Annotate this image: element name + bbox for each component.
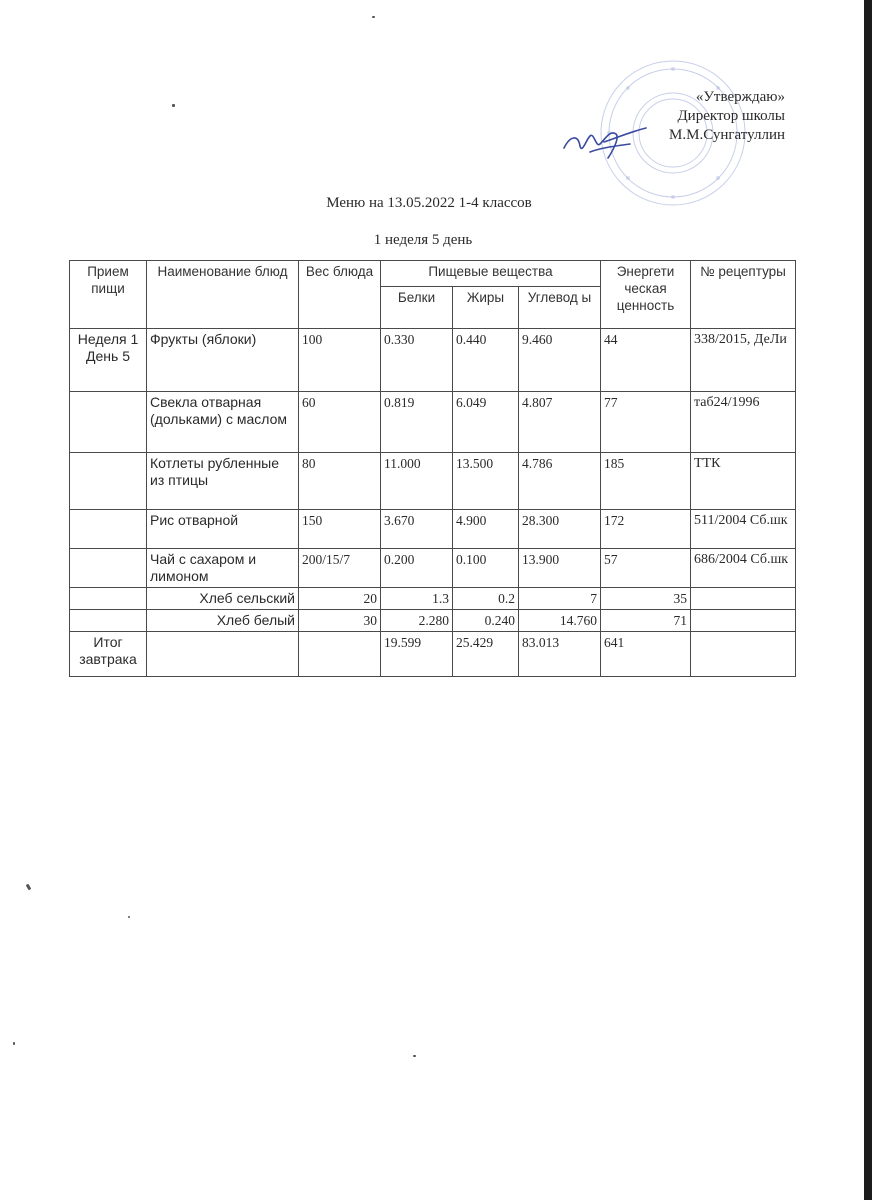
- cell-recipe: [691, 610, 796, 632]
- cell-total-label: Итог завтрака: [70, 632, 147, 677]
- approval-line: «Утверждаю»: [695, 89, 785, 105]
- scan-speck: [13, 1042, 15, 1045]
- header-proteins: Белки: [381, 287, 453, 329]
- header-recipe: № рецептуры: [691, 261, 796, 329]
- cell-dish: Фрукты (яблоки): [147, 329, 299, 392]
- scan-speck: [26, 884, 32, 891]
- cell-meal: [70, 610, 147, 632]
- cell-energy: 172: [601, 510, 691, 549]
- cell-proteins: 2.280: [381, 610, 453, 632]
- scan-speck: [372, 16, 375, 18]
- cell-fats: 4.900: [453, 510, 519, 549]
- cell-weight: 30: [299, 610, 381, 632]
- cell-carbs: 28.300: [519, 510, 601, 549]
- table-row: [70, 588, 796, 610]
- header-carbs: Углевод ы: [519, 287, 601, 329]
- cell-proteins: 0.330: [381, 329, 453, 392]
- cell-total-fats: 25.429: [453, 632, 519, 677]
- cell-energy: 185: [601, 453, 691, 510]
- table-row: [70, 329, 796, 392]
- header-nutrients: Пищевые вещества: [381, 261, 601, 287]
- cell-dish: [147, 632, 299, 677]
- scan-speck: [413, 1055, 416, 1057]
- cell-carbs: 4.786: [519, 453, 601, 510]
- cell-weight: 150: [299, 510, 381, 549]
- cell-energy: 35: [601, 588, 691, 610]
- cell-proteins: 1.3: [381, 588, 453, 610]
- cell-energy: 57: [601, 549, 691, 588]
- cell-dish: Котлеты рубленные из птицы: [147, 453, 299, 510]
- cell-recipe: ТТК: [691, 453, 796, 510]
- table-row: [70, 510, 796, 549]
- cell-carbs: 7: [519, 588, 601, 610]
- menu-subtitle: 1 неделя 5 день: [373, 232, 473, 248]
- cell-carbs: 9.460: [519, 329, 601, 392]
- cell-carbs: 13.900: [519, 549, 601, 588]
- cell-weight: [299, 632, 381, 677]
- cell-proteins: 0.819: [381, 392, 453, 453]
- table-row: [70, 453, 796, 510]
- cell-recipe: [691, 632, 796, 677]
- cell-weight: 60: [299, 392, 381, 453]
- cell-dish: Рис отварной: [147, 510, 299, 549]
- cell-meal: [70, 549, 147, 588]
- cell-fats: 0.440: [453, 329, 519, 392]
- cell-meal: [70, 588, 147, 610]
- header-weight: Вес блюда: [299, 261, 381, 329]
- cell-recipe: 686/2004 Сб.шк: [691, 549, 796, 588]
- scan-speck: [172, 104, 175, 107]
- cell-recipe: 511/2004 Сб.шк: [691, 510, 796, 549]
- header-fats: Жиры: [453, 287, 519, 329]
- approval-block: [600, 88, 785, 145]
- approval-line: Директор школы: [677, 108, 785, 124]
- scan-speck: [128, 916, 130, 918]
- table-row: [70, 549, 796, 588]
- menu-table: [69, 260, 796, 677]
- cell-total-proteins: 19.599: [381, 632, 453, 677]
- cell-fats: 0.2: [453, 588, 519, 610]
- cell-energy: 44: [601, 329, 691, 392]
- cell-meal: [70, 510, 147, 549]
- cell-recipe: 338/2015, ДеЛи: [691, 329, 796, 392]
- cell-proteins: 3.670: [381, 510, 453, 549]
- cell-carbs: 4.807: [519, 392, 601, 453]
- cell-energy: 77: [601, 392, 691, 453]
- cell-total-carbs: 83.013: [519, 632, 601, 677]
- approval-line: М.М.Сунгатуллин: [669, 127, 785, 143]
- cell-total-energy: 641: [601, 632, 691, 677]
- cell-dish: Хлеб белый: [147, 610, 299, 632]
- table-row: [70, 392, 796, 453]
- cell-dish: Свекла отварная (дольками) с маслом: [147, 392, 299, 453]
- header-meal: Прием пищи: [70, 261, 147, 329]
- cell-weight: 100: [299, 329, 381, 392]
- header-dish: Наименование блюд: [147, 261, 299, 329]
- cell-recipe: [691, 588, 796, 610]
- cell-proteins: 0.200: [381, 549, 453, 588]
- cell-dish: Чай с сахаром и лимоном: [147, 549, 299, 588]
- menu-title: Меню на 13.05.2022 1-4 классов: [326, 195, 532, 211]
- cell-meal: [70, 392, 147, 453]
- scan-edge-border: [864, 0, 872, 1200]
- cell-meal: [70, 453, 147, 510]
- cell-energy: 71: [601, 610, 691, 632]
- cell-carbs: 14.760: [519, 610, 601, 632]
- cell-dish: Хлеб сельский: [147, 588, 299, 610]
- cell-proteins: 11.000: [381, 453, 453, 510]
- header-energy: Энергети ческая ценность: [601, 261, 691, 329]
- total-row: [70, 632, 796, 677]
- cell-fats: 0.240: [453, 610, 519, 632]
- cell-weight: 200/15/7: [299, 549, 381, 588]
- cell-weight: 20: [299, 588, 381, 610]
- cell-recipe: таб24/1996: [691, 392, 796, 453]
- cell-fats: 13.500: [453, 453, 519, 510]
- table-row: [70, 610, 796, 632]
- cell-meal: Неделя 1 День 5: [70, 329, 147, 392]
- cell-fats: 0.100: [453, 549, 519, 588]
- cell-fats: 6.049: [453, 392, 519, 453]
- cell-weight: 80: [299, 453, 381, 510]
